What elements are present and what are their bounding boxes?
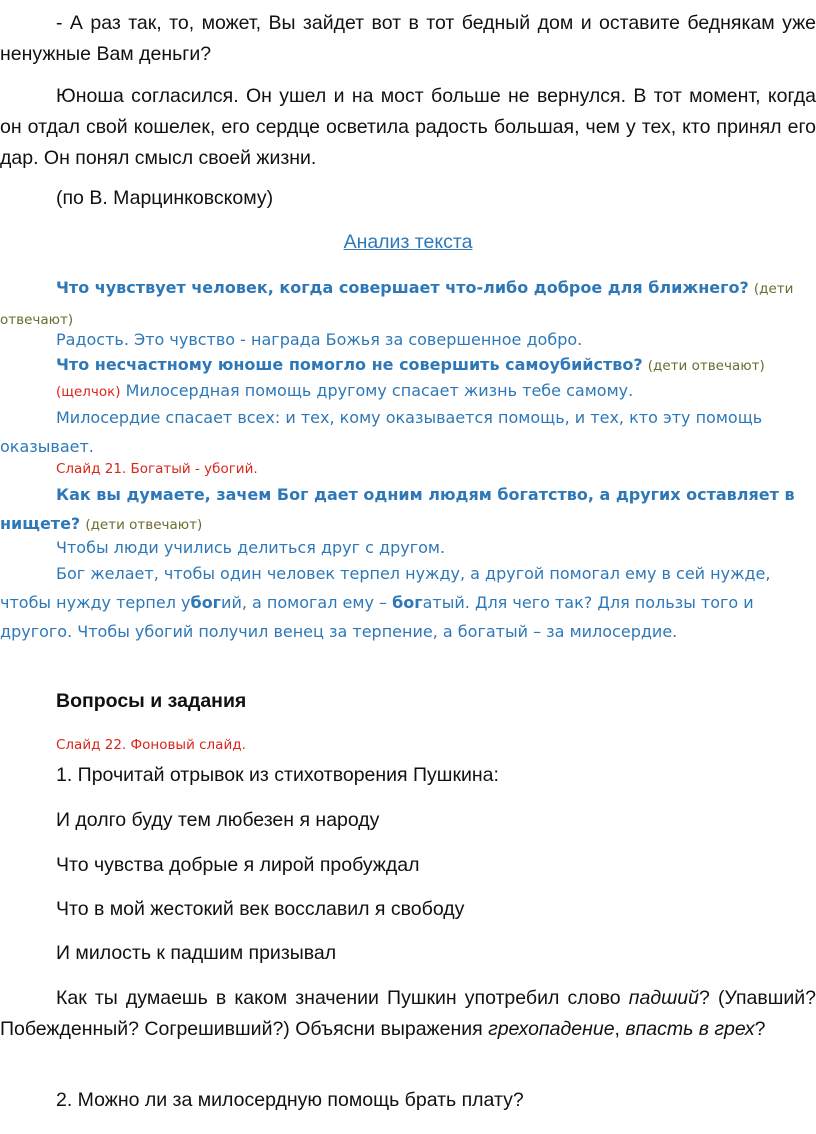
analysis-answer-5	[0, 559, 816, 646]
question-3-text: Как вы думаете, зачем Бог дает одним людям богатство, а других оставляет в нищете?	[0, 485, 795, 533]
question-part-1: Как ты думаешь в каком значении Пушкин употребил слово	[56, 987, 629, 1009]
question-part-2: ? (Упавший? Побежденный? Согрешивший?) Объясни выражения	[0, 987, 816, 1040]
answer-5-part-3: атый. Для чего так? Для пользы того и другого. Чтобы убогий получил венец за терпение, а богатый – за милосердие.	[0, 593, 754, 641]
tasks-heading: Вопросы и задания	[56, 690, 247, 712]
task-1: 1. Прочитай отрывок из стихотворения Пушкина:	[56, 764, 499, 786]
answer-5-bold-1: бог	[190, 593, 222, 612]
task-1-question	[0, 983, 816, 1045]
source-attribution: (по В. Марцинковскому)	[56, 187, 274, 209]
analysis-answer-3: Милосердие спасает всех: и тех, кому оказывается помощь, и тех, кто эту помощь оказывает.	[0, 408, 763, 456]
click-note: (щелчок)	[56, 384, 121, 400]
word-grekhopadenie: грехопадение	[488, 1018, 615, 1040]
poem-line-3: Что в мой жестокий век восславил я свободу	[56, 898, 465, 920]
poem-line-1: И долго буду тем любезен я народу	[56, 809, 380, 831]
poem-line-2: Что чувства добрые я лирой пробуждал	[56, 854, 420, 876]
analysis-answer-4: Чтобы люди учились делиться друг с другом.	[56, 538, 446, 557]
question-2-note: (дети отвечают)	[647, 358, 765, 374]
slide-21-label: Слайд 21. Богатый - убогий.	[56, 461, 258, 477]
task-2: 2. Можно ли за милосердную помощь брать плату?	[56, 1089, 524, 1111]
question-1-text: Что чувствует человек, когда совершает что-либо доброе для ближнего?	[56, 278, 749, 297]
word-padshiy: падший	[628, 987, 699, 1009]
slide-22-label: Слайд 22. Фоновый слайд.	[56, 737, 246, 753]
answer-5-bold-2: бог	[392, 593, 423, 612]
question-3-note: (дети отвечают)	[85, 517, 203, 533]
analysis-answer-1: Радость. Это чувство - награда Божья за совершенное добро.	[56, 330, 583, 349]
answer-5-part-2: ий, а помогал ему –	[221, 593, 393, 612]
paragraph-question-to-youth: - А раз так, то, может, Вы зайдет вот в тот бедный дом и оставите беднякам уже ненужные Вам деньги?	[0, 12, 816, 65]
analysis-heading-wrap	[0, 227, 816, 258]
paragraph-youth-agreed: Юноша согласился. Он ушел и на мост больше не вернулся. В тот момент, когда он отдал свой кошелек, его сердце осветила радость большая, чем у тех, кто принял его дар. Он понял смысл своей жизни.	[0, 85, 816, 169]
phrase-vpast-v-grekh: впасть в грех	[625, 1018, 755, 1040]
question-part-3: ,	[614, 1018, 626, 1040]
analysis-heading-link[interactable]: Анализ текста	[343, 231, 473, 253]
question-1-note: (дети отвечают)	[0, 281, 794, 328]
poem-line-4: И милость к падшим призывал	[56, 942, 337, 964]
answer-2-text: Милосердная помощь другому спасает жизнь тебе самому.	[125, 381, 634, 400]
question-part-4: ?	[754, 1018, 766, 1040]
analysis-question-3	[0, 480, 816, 540]
question-2-text: Что несчастному юноше помогло не совершить самоубийство?	[56, 355, 643, 374]
answer-5-part-1: Бог желает, чтобы один человек терпел нужду, а другой помогал ему в сей нужде, чтобы нужду терпел у	[0, 564, 771, 612]
